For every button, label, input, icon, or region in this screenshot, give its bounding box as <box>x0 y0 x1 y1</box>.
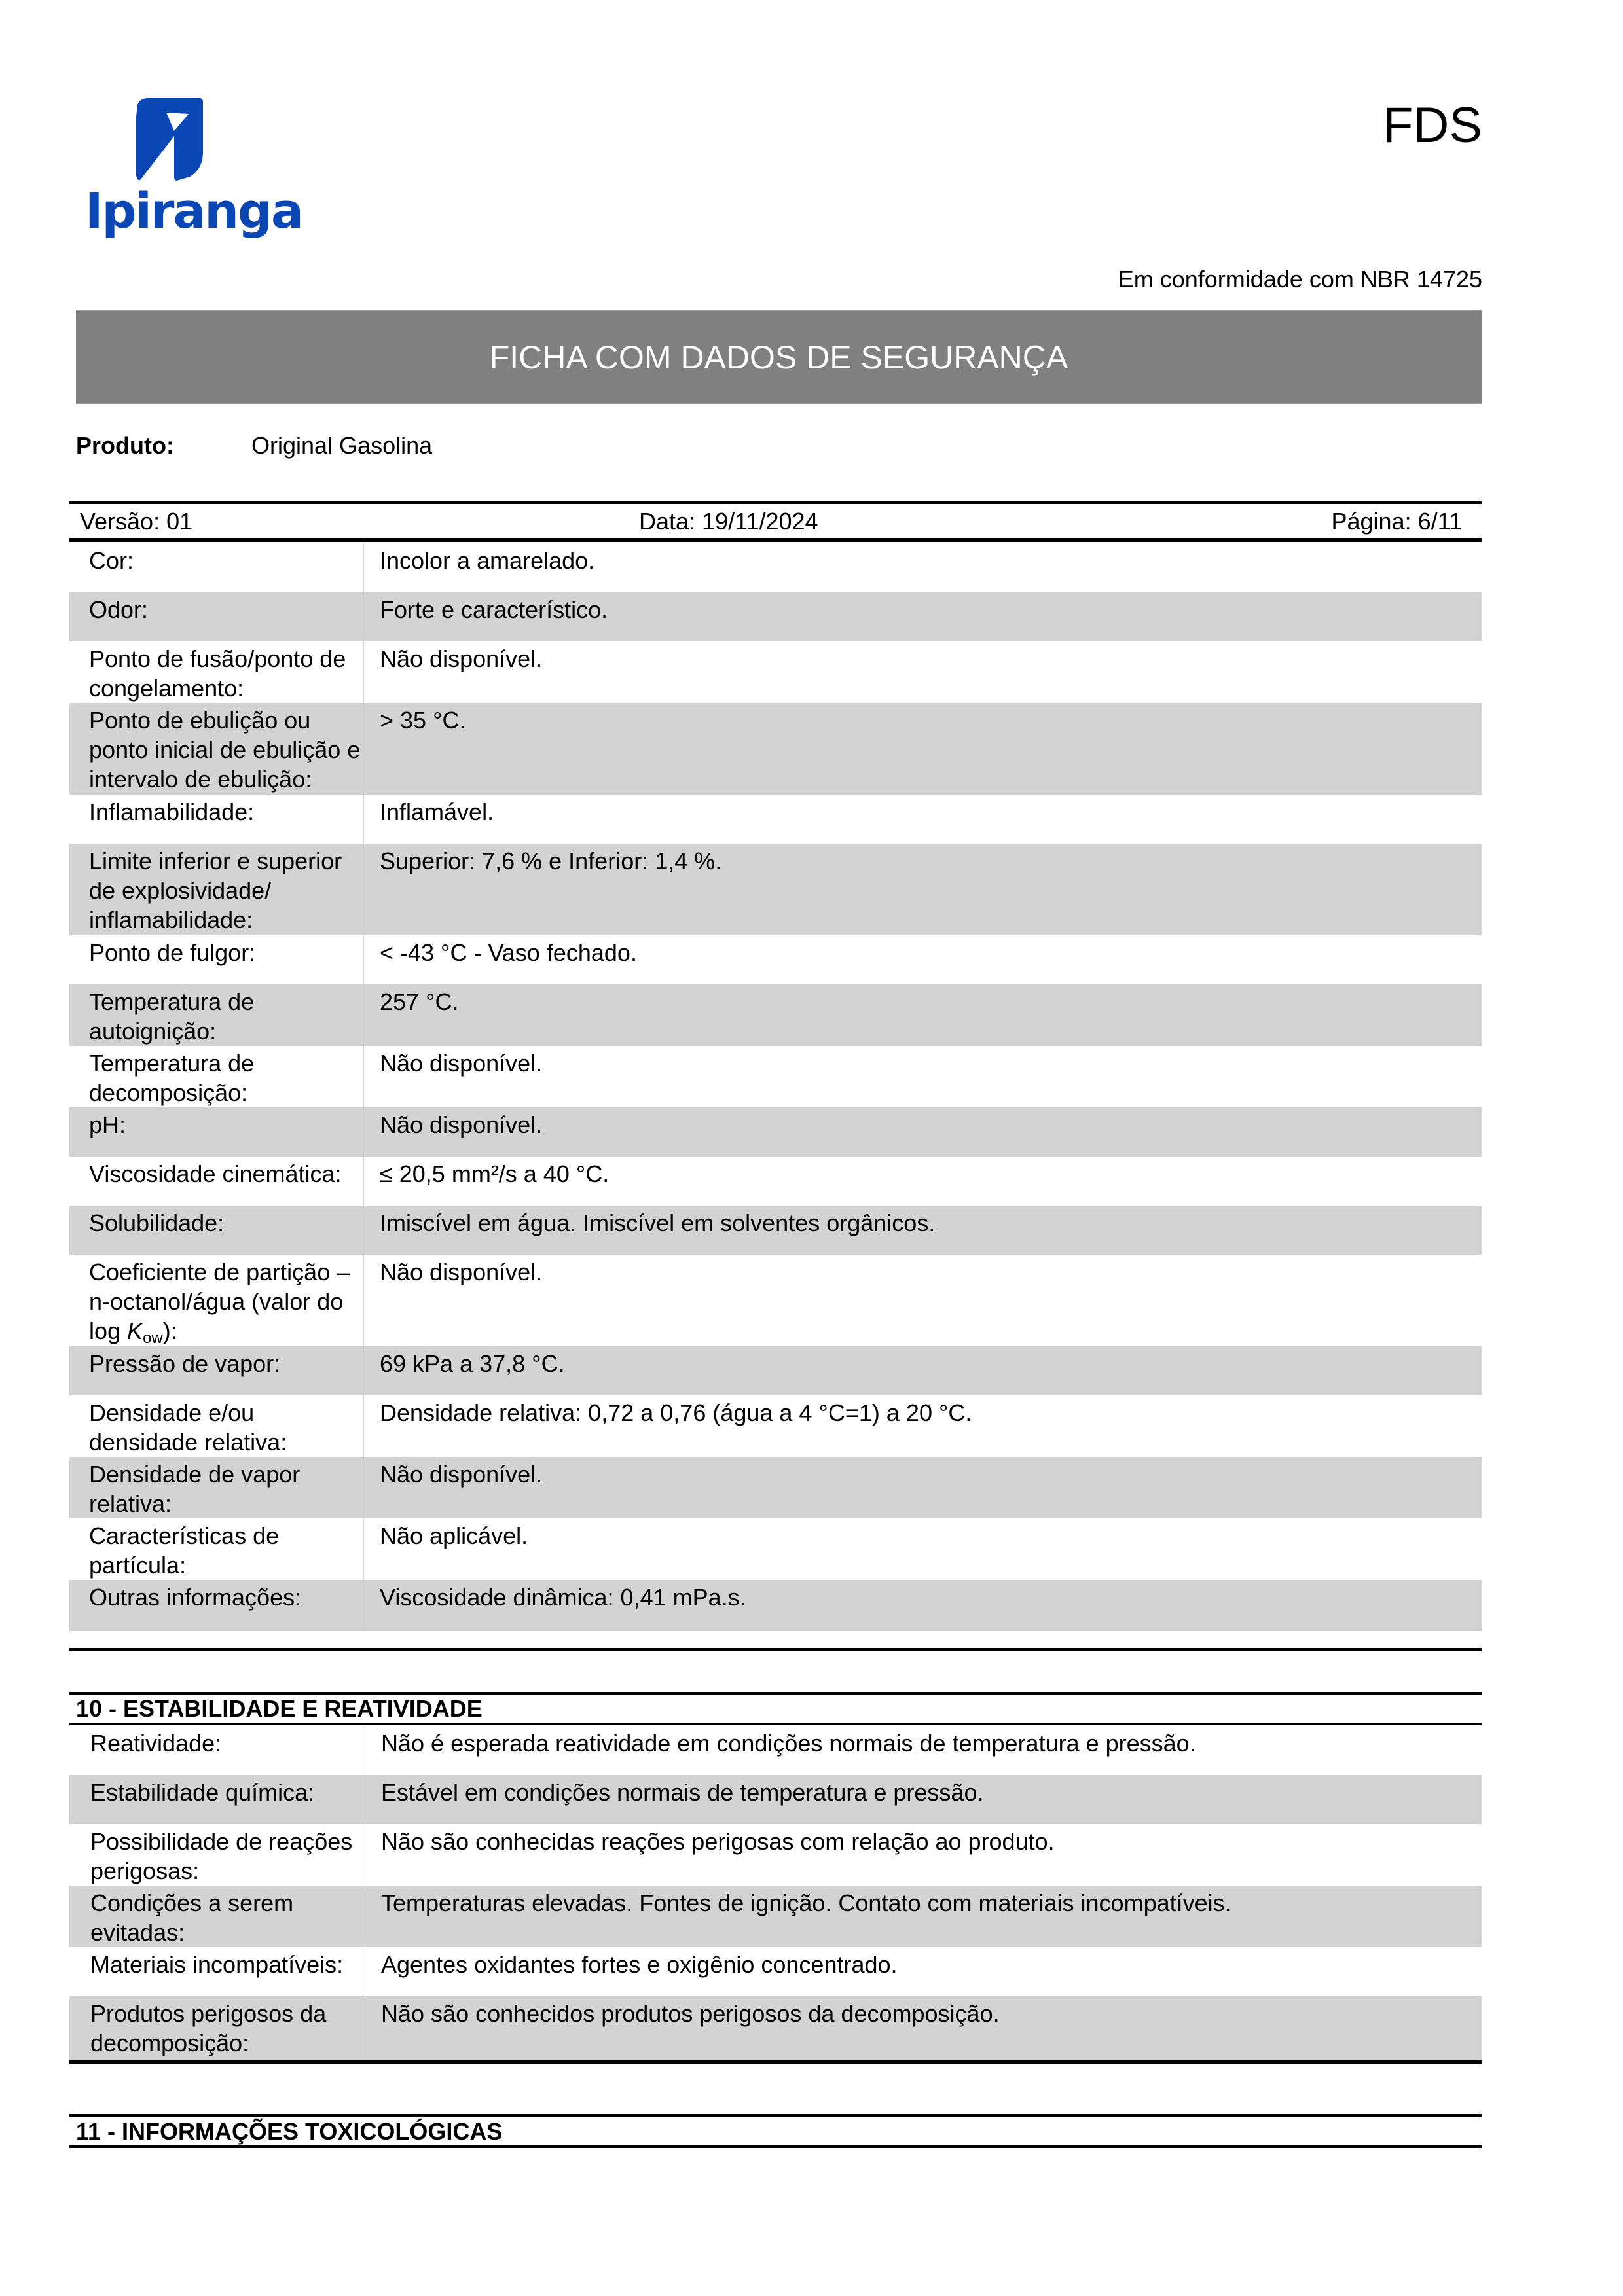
property-label: Produtos perigosos da decomposição: <box>69 1996 365 2060</box>
table-row <box>69 1046 1482 1107</box>
property-value: Não disponível. <box>380 1461 543 1488</box>
property-label: Condições a serem evitadas: <box>69 1886 365 1947</box>
section-11-top-rule <box>69 2114 1482 2117</box>
table-row <box>69 1346 1482 1395</box>
label-text: Coeficiente de partição – n-octanol/água (valor do log <box>89 1259 350 1344</box>
property-label: Temperatura de autoignição: <box>69 984 364 1046</box>
property-label: Densidade e/ou densidade relativa: <box>69 1395 364 1457</box>
table-row <box>69 1996 1482 2060</box>
document-meta-bar <box>69 501 1482 542</box>
property-value: Imiscível em água. Imiscível em solventes orgânicos. <box>380 1210 936 1236</box>
ipiranga-logo-icon <box>85 97 262 182</box>
property-label: Cor: <box>69 543 364 592</box>
table-row <box>69 703 1482 795</box>
table-row <box>69 1518 1482 1580</box>
property-value: Superior: 7,6 % e Inferior: 1,4 %. <box>380 848 722 874</box>
table-row <box>69 1824 1482 1886</box>
property-value: Não é esperada reatividade em condições normais de temperatura e pressão. <box>381 1730 1196 1757</box>
page-number: Página: 6/11 <box>1331 508 1462 535</box>
property-value: Não são conhecidas reações perigosas com relação ao produto. <box>381 1828 1055 1855</box>
table-row <box>69 1726 1482 1775</box>
property-label: Estabilidade química: <box>69 1775 365 1824</box>
property-value: Inflamável. <box>380 798 494 825</box>
section-11-title: 11 - INFORMAÇÕES TOXICOLÓGICAS <box>76 2118 503 2145</box>
property-value: Não disponível. <box>380 1111 543 1138</box>
property-label: Características de partícula: <box>69 1518 364 1580</box>
property-label: Materiais incompatíveis: <box>69 1947 365 1996</box>
property-value: 69 kPa a 37,8 °C. <box>380 1350 565 1377</box>
date-text: Data: 19/11/2024 <box>639 508 818 535</box>
table-row <box>69 1886 1482 1947</box>
property-label: Outras informações: <box>69 1580 364 1631</box>
property-label: Temperatura de decomposição: <box>69 1046 364 1107</box>
table-row <box>69 1206 1482 1255</box>
table-row <box>69 1775 1482 1824</box>
label-text: ): <box>162 1318 177 1344</box>
property-value: Temperaturas elevadas. Fontes de ignição. Contato com materiais incompatíveis. <box>381 1890 1231 1916</box>
property-value: 257 °C. <box>380 988 459 1015</box>
property-label: pH: <box>69 1107 364 1157</box>
property-value: Não são conhecidos produtos perigosos da decomposição. <box>381 2000 1000 2027</box>
table-row <box>69 935 1482 984</box>
physical-chemical-properties-table <box>69 543 1482 1631</box>
table-row <box>69 844 1482 935</box>
table-row <box>69 795 1482 844</box>
product-name: Original Gasolina <box>251 432 433 459</box>
compliance-note: Em conformidade com NBR 14725 <box>1118 266 1482 293</box>
property-value: Viscosidade dinâmica: 0,41 mPa.s. <box>380 1584 746 1611</box>
label-subscript: ow <box>143 1329 163 1347</box>
ipiranga-logo <box>85 97 302 241</box>
table-row <box>69 1947 1482 1996</box>
property-value: Agentes oxidantes fortes e oxigênio concentrado. <box>381 1951 898 1978</box>
property-label: Densidade de vapor relativa: <box>69 1457 364 1518</box>
section-10-title: 10 - ESTABILIDADE E REATIVIDADE <box>76 1695 483 1722</box>
property-value: Estável em condições normais de temperatura e pressão. <box>381 1779 984 1806</box>
section-10-bottom-rule <box>69 1723 1482 1725</box>
table-row <box>69 1395 1482 1457</box>
property-label: Solubilidade: <box>69 1206 364 1255</box>
property-label: Reatividade: <box>69 1726 365 1775</box>
property-value: > 35 °C. <box>380 707 466 734</box>
property-label: Ponto de fulgor: <box>69 935 364 984</box>
section-10-top-rule <box>69 1692 1482 1695</box>
document-code: FDS <box>1383 98 1482 153</box>
property-label: Ponto de fusão/ponto de congelamento: <box>69 641 364 703</box>
property-label: Odor: <box>69 592 364 641</box>
label-symbol: K <box>127 1318 143 1344</box>
table-bottom-rule <box>69 1648 1482 1651</box>
property-label: Ponto de ebulição ou ponto inicial de ebulição e intervalo de ebulição: <box>69 703 364 795</box>
version-text: Versão: 01 <box>80 508 193 535</box>
table-row <box>69 1107 1482 1157</box>
property-value: Não aplicável. <box>380 1522 528 1549</box>
product-label: Produto: <box>76 432 174 459</box>
property-label: Limite inferior e superior de explosividade/ inflamabilidade: <box>69 844 364 935</box>
table-row <box>69 1157 1482 1206</box>
property-value: Forte e característico. <box>380 596 608 623</box>
brand-name: Ipiranga <box>85 183 302 240</box>
table-row <box>69 1580 1482 1631</box>
stability-reactivity-table <box>69 1726 1482 2060</box>
property-label: Pressão de vapor: <box>69 1346 364 1395</box>
title-banner <box>76 310 1482 404</box>
property-label: Possibilidade de reações perigosas: <box>69 1824 365 1886</box>
document-title: FICHA COM DADOS DE SEGURANÇA <box>489 338 1068 376</box>
table-row <box>69 1255 1482 1346</box>
property-value: Não disponível. <box>380 1050 543 1077</box>
section-10-end-rule <box>69 2060 1482 2064</box>
property-value: Densidade relativa: 0,72 a 0,76 (água a 4 °C=1) a 20 °C. <box>380 1399 972 1426</box>
property-value: Não disponível. <box>380 645 543 672</box>
table-row <box>69 592 1482 641</box>
table-row <box>69 1457 1482 1518</box>
table-row <box>69 641 1482 703</box>
section-11-bottom-rule <box>69 2145 1482 2148</box>
property-value: < -43 °C - Vaso fechado. <box>380 939 637 966</box>
property-value: ≤ 20,5 mm²/s a 40 °C. <box>380 1160 610 1187</box>
table-row <box>69 543 1482 592</box>
property-value: Incolor a amarelado. <box>380 547 595 574</box>
property-value: Não disponível. <box>380 1259 543 1285</box>
property-label: Inflamabilidade: <box>69 795 364 844</box>
table-row <box>69 984 1482 1046</box>
property-label: Viscosidade cinemática: <box>69 1157 364 1206</box>
property-label <box>69 1255 364 1346</box>
